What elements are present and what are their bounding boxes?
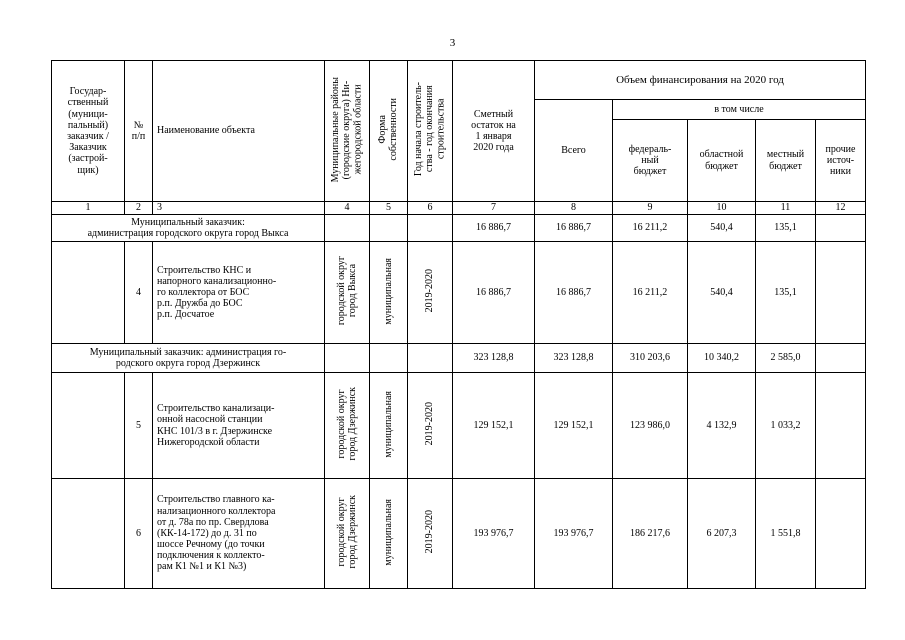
empty-cell <box>52 373 125 479</box>
local-value: 1 551,8 <box>756 479 816 589</box>
empty-cell <box>370 344 408 373</box>
object-name: Строительство канализаци- онной насосной станции КНС 101/3 в г. Дзержинске Нижегородской области <box>153 373 325 479</box>
regional-value: 4 132,9 <box>688 373 756 479</box>
other-value <box>816 215 866 242</box>
regional-value: 10 340,2 <box>688 344 756 373</box>
column-number: 7 <box>453 202 535 215</box>
column-number: 4 <box>325 202 370 215</box>
customer-name: Муниципальный заказчик: администрация городского округа город Выкса <box>52 215 325 242</box>
customer-group-row <box>52 344 866 373</box>
column-number: 9 <box>613 202 688 215</box>
header-customer: Государ- ственный (муници- пальный) заказчик / Заказчик (застрой- щик) <box>52 61 125 202</box>
empty-cell <box>408 215 453 242</box>
regional-value: 6 207,3 <box>688 479 756 589</box>
balance-value: 193 976,7 <box>453 479 535 589</box>
local-value: 135,1 <box>756 215 816 242</box>
regional-value: 540,4 <box>688 215 756 242</box>
object-name: Строительство КНС и напорного канализационно- го коллектора от БОС р.п. Дружба до БОС р.п. Досчатое <box>153 242 325 344</box>
total-value: 323 128,8 <box>535 344 613 373</box>
years: 2019-2020 <box>408 242 453 344</box>
empty-cell <box>52 242 125 344</box>
header-total: Всего <box>535 100 613 202</box>
header-no: № п/п <box>125 61 153 202</box>
district: городской округ город Выкса <box>325 242 370 344</box>
ownership-form: муниципальная <box>370 242 408 344</box>
balance-value: 129 152,1 <box>453 373 535 479</box>
header-municipal-district: Муниципальные районы (городские округа) Ни- жегородской области <box>325 61 370 202</box>
row-number: 6 <box>125 479 153 589</box>
empty-cell <box>325 215 370 242</box>
column-number: 11 <box>756 202 816 215</box>
column-number: 8 <box>535 202 613 215</box>
table-row <box>52 373 866 479</box>
total-value: 129 152,1 <box>535 373 613 479</box>
years: 2019-2020 <box>408 479 453 589</box>
total-value: 193 976,7 <box>535 479 613 589</box>
page-number: 3 <box>449 37 456 49</box>
other-value <box>816 242 866 344</box>
table-row <box>52 479 866 589</box>
district: городской округ город Дзержинск <box>325 373 370 479</box>
object-name: Строительство главного ка- нализационного коллектора от д. 78а по пр. Свердлова (КК-14-172) до д. 31 по шоссе Речному (до точки подключения к коллекто- рам К1 №1 и К1 №3) <box>153 479 325 589</box>
years: 2019-2020 <box>408 373 453 479</box>
empty-cell <box>325 344 370 373</box>
column-number: 10 <box>688 202 756 215</box>
balance-value: 323 128,8 <box>453 344 535 373</box>
federal-value: 310 203,6 <box>613 344 688 373</box>
column-number: 2 <box>125 202 153 215</box>
header-row-1 <box>52 61 866 100</box>
ownership-form: муниципальная <box>370 479 408 589</box>
header-local: местный бюджет <box>756 120 816 202</box>
empty-cell <box>408 344 453 373</box>
local-value: 135,1 <box>756 242 816 344</box>
local-value: 2 585,0 <box>756 344 816 373</box>
header-regional: областной бюджет <box>688 120 756 202</box>
empty-cell <box>52 479 125 589</box>
column-number: 5 <box>370 202 408 215</box>
district: городской округ город Дзержинск <box>325 479 370 589</box>
federal-value: 16 211,2 <box>613 242 688 344</box>
column-number: 12 <box>816 202 866 215</box>
column-number: 6 <box>408 202 453 215</box>
total-value: 16 886,7 <box>535 215 613 242</box>
header-years: Год начала строитель- ства - год окончания строительства <box>408 61 453 202</box>
column-numbers-row <box>52 202 866 215</box>
financing-table <box>51 60 866 589</box>
other-value <box>816 373 866 479</box>
federal-value: 16 211,2 <box>613 215 688 242</box>
total-value: 16 886,7 <box>535 242 613 344</box>
federal-value: 123 986,0 <box>613 373 688 479</box>
regional-value: 540,4 <box>688 242 756 344</box>
table-row <box>52 242 866 344</box>
other-value <box>816 344 866 373</box>
header-funding-volume: Объем финансирования на 2020 год <box>535 61 866 100</box>
ownership-form: муниципальная <box>370 373 408 479</box>
balance-value: 16 886,7 <box>453 215 535 242</box>
balance-value: 16 886,7 <box>453 242 535 344</box>
customer-group-row <box>52 215 866 242</box>
customer-name: Муниципальный заказчик: администрация го- родского округа город Дзержинск <box>52 344 325 373</box>
empty-cell <box>370 215 408 242</box>
other-value <box>816 479 866 589</box>
header-other: прочие источ- ники <box>816 120 866 202</box>
row-number: 4 <box>125 242 153 344</box>
header-estimated-balance: Сметный остаток на 1 января 2020 года <box>453 61 535 202</box>
header-ownership-form: Форма собственности <box>370 61 408 202</box>
column-number: 3 <box>153 202 325 215</box>
row-number: 5 <box>125 373 153 479</box>
header-including: в том числе <box>613 100 866 120</box>
column-number: 1 <box>52 202 125 215</box>
header-object-name: Наименование объекта <box>153 61 325 202</box>
header-federal: федераль- ный бюджет <box>613 120 688 202</box>
local-value: 1 033,2 <box>756 373 816 479</box>
federal-value: 186 217,6 <box>613 479 688 589</box>
